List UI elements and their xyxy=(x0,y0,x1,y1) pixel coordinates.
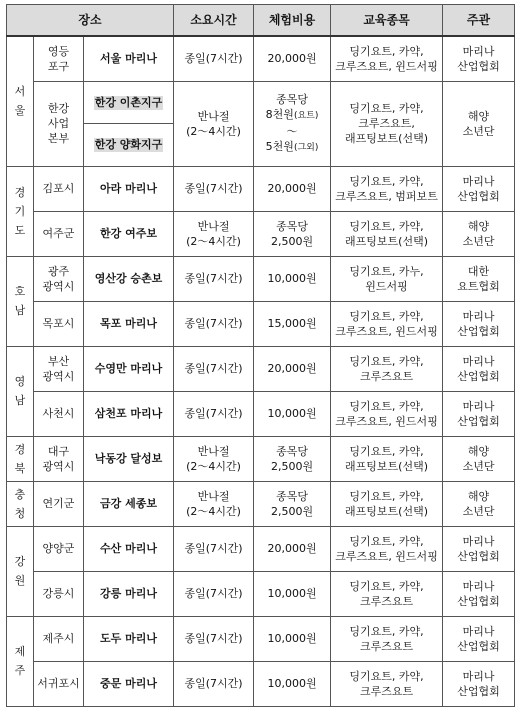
organizer-cell: 마리나 산업협회 xyxy=(443,36,515,81)
table-row xyxy=(7,526,515,571)
duration-cell: 반나절 (2～4시간) xyxy=(174,211,254,256)
duration-cell: 반나절 (2～4시간) xyxy=(174,481,254,526)
table-row xyxy=(7,166,515,211)
programs-cell: 딩기요트, 카약, 크루즈요트, 범퍼보트 xyxy=(331,166,443,211)
city-cell: 서귀포시 xyxy=(34,661,84,706)
region-cell: 서 울 xyxy=(7,36,34,166)
city-cell: 여주군 xyxy=(34,211,84,256)
city-cell: 사천시 xyxy=(34,391,84,436)
table-row xyxy=(7,481,515,526)
city-cell: 부산 광역시 xyxy=(34,346,84,391)
programs-cell: 딩기요트, 카약, 래프팅보트(선택) xyxy=(331,211,443,256)
cost-line: 종목당 xyxy=(276,92,308,106)
site-cell: 영산강 승촌보 xyxy=(84,256,174,301)
programs-cell: 딩기요트, 카약, 크루즈요트, 래프팅보트(선택) xyxy=(331,81,443,166)
programs-cell: 딩기요트, 카약, 크루즈요트, 윈드서핑 xyxy=(331,391,443,436)
city-cell: 대구 광역시 xyxy=(34,436,84,481)
duration-cell: 종일(7시간) xyxy=(174,571,254,616)
organizer-cell: 마리나 산업협회 xyxy=(443,616,515,661)
site-cell: 서울 마리나 xyxy=(84,36,174,81)
region-cell: 경 북 xyxy=(7,436,34,481)
city-cell: 광주 광역시 xyxy=(34,256,84,301)
header-duration: 소요시간 xyxy=(174,5,254,37)
organizer-cell: 마리나 산업협회 xyxy=(443,346,515,391)
header-organizer: 주관 xyxy=(443,5,515,37)
highlighted-site-name: 한강 이촌지구 xyxy=(94,95,163,109)
document-page xyxy=(6,4,515,707)
table-row xyxy=(7,36,515,81)
programs-cell: 딩기요트, 카약, 크루즈요트 xyxy=(331,661,443,706)
duration-cell: 종일(7시간) xyxy=(174,391,254,436)
region-cell: 영 남 xyxy=(7,346,34,436)
organizer-cell: 마리나 산업협회 xyxy=(443,661,515,706)
cost-note: (그외) xyxy=(293,142,319,153)
site-cell xyxy=(84,123,174,166)
region-cell: 충 청 xyxy=(7,481,34,526)
programs-cell: 딩기요트, 카약, 크루즈요트 xyxy=(331,571,443,616)
table-row xyxy=(7,301,515,346)
duration-cell: 종일(7시간) xyxy=(174,36,254,81)
duration-cell: 종일(7시간) xyxy=(174,256,254,301)
cost-cell: 20,000원 xyxy=(254,166,331,211)
cost-amount: 5천원 xyxy=(265,139,294,153)
table-row xyxy=(7,436,515,481)
cost-amount: 8천원 xyxy=(265,107,294,121)
organizer-cell: 해양 소년단 xyxy=(443,211,515,256)
table-header-row xyxy=(7,5,515,37)
city-cell: 제주시 xyxy=(34,616,84,661)
site-cell: 아라 마리나 xyxy=(84,166,174,211)
cost-cell: 종목당 2,500원 xyxy=(254,436,331,481)
city-cell: 김포시 xyxy=(34,166,84,211)
site-cell xyxy=(84,81,174,123)
cost-note: (요트) xyxy=(293,110,319,121)
organizer-cell: 마리나 산업협회 xyxy=(443,301,515,346)
region-cell: 호 남 xyxy=(7,256,34,346)
programs-cell: 딩기요트, 카약, 크루즈요트 xyxy=(331,616,443,661)
table-row xyxy=(7,81,515,123)
table-row xyxy=(7,616,515,661)
site-cell: 한강 여주보 xyxy=(84,211,174,256)
cost-cell: 종목당 2,500원 xyxy=(254,211,331,256)
duration-cell: 종일(7시간) xyxy=(174,301,254,346)
table-row xyxy=(7,661,515,706)
region-cell: 강 원 xyxy=(7,526,34,616)
duration-cell: 종일(7시간) xyxy=(174,661,254,706)
site-cell: 강릉 마리나 xyxy=(84,571,174,616)
table-row xyxy=(7,346,515,391)
duration-cell: 종일(7시간) xyxy=(174,616,254,661)
header-programs: 교육종목 xyxy=(331,5,443,37)
site-cell: 중문 마리나 xyxy=(84,661,174,706)
organizer-cell: 해양 소년단 xyxy=(443,481,515,526)
city-cell: 한강 사업 본부 xyxy=(34,81,84,166)
programs-cell: 딩기요트, 카누, 윈드서핑 xyxy=(331,256,443,301)
header-location: 장소 xyxy=(7,5,174,37)
duration-cell: 반나절 (2～4시간) xyxy=(174,436,254,481)
site-cell: 낙동강 달성보 xyxy=(84,436,174,481)
cost-cell: 10,000원 xyxy=(254,256,331,301)
site-cell: 삼천포 마리나 xyxy=(84,391,174,436)
organizer-cell: 마리나 산업협회 xyxy=(443,391,515,436)
site-cell: 금강 세종보 xyxy=(84,481,174,526)
duration-cell: 종일(7시간) xyxy=(174,526,254,571)
programs-cell: 딩기요트, 카약, 크루즈요트, 윈드서핑 xyxy=(331,526,443,571)
cost-line xyxy=(256,107,328,124)
site-cell: 수영만 마리나 xyxy=(84,346,174,391)
region-cell: 제 주 xyxy=(7,616,34,706)
highlighted-site-name: 한강 양화지구 xyxy=(94,138,163,151)
cost-cell xyxy=(254,81,331,166)
cost-line: ～ xyxy=(286,124,298,138)
cost-cell: 10,000원 xyxy=(254,616,331,661)
table-row xyxy=(7,571,515,616)
cost-cell: 종목당 2,500원 xyxy=(254,481,331,526)
table-row xyxy=(7,211,515,256)
programs-cell: 딩기요트, 카약, 래프팅보트(선택) xyxy=(331,481,443,526)
cost-cell: 15,000원 xyxy=(254,301,331,346)
organizer-cell: 해양 소년단 xyxy=(443,81,515,166)
organizer-cell: 대한 요트협회 xyxy=(443,256,515,301)
header-cost: 체험비용 xyxy=(254,5,331,37)
table-row xyxy=(7,391,515,436)
duration-cell: 반나절 (2～4시간) xyxy=(174,81,254,166)
organizer-cell: 마리나 산업협회 xyxy=(443,526,515,571)
cost-cell: 10,000원 xyxy=(254,661,331,706)
cost-cell: 20,000원 xyxy=(254,346,331,391)
organizer-cell: 마리나 산업협회 xyxy=(443,166,515,211)
cost-cell: 20,000원 xyxy=(254,36,331,81)
cost-cell: 20,000원 xyxy=(254,526,331,571)
city-cell: 강릉시 xyxy=(34,571,84,616)
organizer-cell: 마리나 산업협회 xyxy=(443,571,515,616)
programs-cell: 딩기요트, 카약, 크루즈요트, 윈드서핑 xyxy=(331,36,443,81)
city-cell: 영등 포구 xyxy=(34,36,84,81)
programs-cell: 딩기요트, 카약, 크루즈요트, 윈드서핑 xyxy=(331,301,443,346)
duration-cell: 종일(7시간) xyxy=(174,166,254,211)
table-row xyxy=(7,256,515,301)
city-cell: 연기군 xyxy=(34,481,84,526)
programs-cell: 딩기요트, 카약, 래프팅보트(선택) xyxy=(331,436,443,481)
region-cell: 경 기 도 xyxy=(7,166,34,256)
programs-cell: 딩기요트, 카약, 크루즈요트 xyxy=(331,346,443,391)
organizer-cell: 해양 소년단 xyxy=(443,436,515,481)
city-cell: 양양군 xyxy=(34,526,84,571)
marina-program-table xyxy=(6,4,515,707)
cost-cell: 10,000원 xyxy=(254,391,331,436)
site-cell: 수산 마리나 xyxy=(84,526,174,571)
site-cell: 목포 마리나 xyxy=(84,301,174,346)
duration-cell: 종일(7시간) xyxy=(174,346,254,391)
cost-line xyxy=(256,139,328,156)
cost-cell: 10,000원 xyxy=(254,571,331,616)
site-cell: 도두 마리나 xyxy=(84,616,174,661)
city-cell: 목포시 xyxy=(34,301,84,346)
